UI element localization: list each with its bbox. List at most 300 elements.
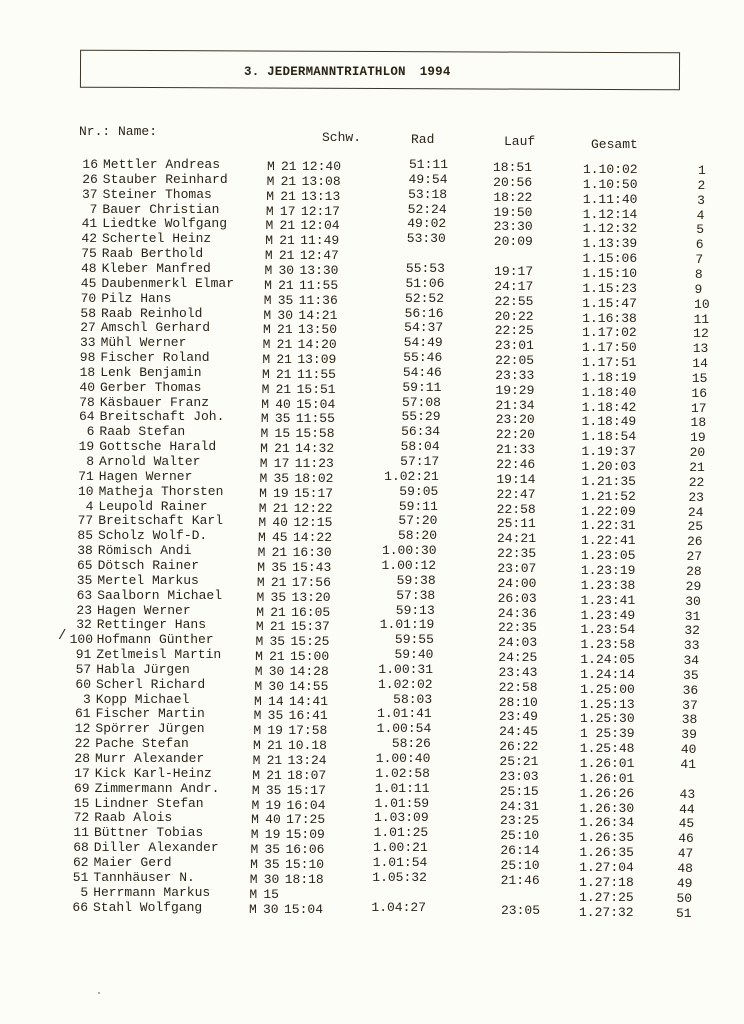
swim-time: 13:30 (299, 262, 339, 278)
total-time: 1.23:49 (580, 607, 636, 623)
place: 5 (696, 222, 705, 238)
total-time: 1.27:25 (579, 889, 634, 905)
swim-time: 12:40 (302, 159, 342, 174)
start-number: 11 (73, 825, 89, 841)
athlete-name: Gottsche Harald (99, 439, 217, 455)
sex: M (265, 218, 274, 234)
swim-time: 12:15 (293, 515, 333, 531)
run-time: 25:10 (500, 828, 540, 844)
place: 1 (698, 163, 706, 178)
start-number: 70 (80, 290, 97, 306)
bike-time: 54:37 (404, 320, 444, 336)
swim-time: 15:25 (290, 634, 330, 650)
run-time: 23:20 (495, 412, 535, 428)
bike-time: 55:29 (401, 409, 441, 425)
run-time: 22:58 (496, 501, 536, 517)
age-class: 35 (271, 559, 287, 575)
age-class: 21 (278, 248, 295, 264)
place: 19 (690, 430, 706, 446)
bike-time: 52:24 (407, 201, 447, 217)
swim-time: 13:13 (301, 188, 341, 204)
place: 11 (693, 311, 710, 327)
start-number: 32 (76, 617, 92, 633)
result-row (0, 691, 744, 713)
sex: M (250, 827, 259, 843)
bike-time: 51:11 (408, 157, 448, 172)
run-time: 24:03 (498, 635, 538, 651)
bike-time: 57:20 (398, 513, 438, 529)
place: 2 (697, 177, 706, 193)
sex: M (261, 381, 270, 397)
place: 34 (683, 653, 700, 669)
swim-time: 12:22 (293, 500, 333, 516)
total-time: 1.17:02 (582, 325, 637, 341)
run-time: 24:36 (497, 605, 537, 621)
swim-time: 14:41 (289, 693, 329, 709)
athlete-name: Zetlmeisl Martin (96, 647, 222, 663)
total-time: 1.13:39 (582, 236, 638, 252)
run-time: 22:35 (497, 546, 537, 562)
start-number: 51 (72, 869, 89, 885)
sex: M (260, 411, 269, 427)
place: 23 (688, 489, 704, 505)
total-time: 1.22:41 (581, 533, 636, 549)
run-time: 24:45 (499, 724, 539, 740)
athlete-name: Herrmann Markus (93, 884, 211, 900)
age-class: 30 (278, 262, 295, 278)
age-class: 21 (279, 233, 295, 249)
place: 16 (691, 385, 707, 401)
total-time: 1.26:35 (579, 845, 634, 861)
sex: M (260, 426, 269, 442)
run-time: 24:25 (498, 650, 538, 666)
result-row (0, 157, 744, 178)
swim-time: 15:58 (295, 426, 335, 442)
swim-time: 11:36 (298, 292, 338, 308)
place: 21 (689, 460, 705, 475)
athlete-name: Murr Alexander (95, 751, 205, 766)
run-time: 19:29 (495, 382, 535, 398)
total-time: 1.18:42 (581, 399, 637, 415)
bike-time: 1.01:25 (373, 825, 429, 841)
run-time: 18:51 (493, 160, 533, 175)
athlete-name: Fischer Martin (95, 706, 205, 722)
total-time: 1.15:47 (582, 295, 637, 311)
swim-time: 13:09 (297, 352, 337, 368)
total-time: 1.12:32 (582, 221, 638, 237)
age-class: 14 (268, 693, 284, 709)
swim-time: 14:32 (295, 441, 335, 457)
sex: M (258, 515, 267, 531)
total-time: 1.26:26 (579, 785, 635, 801)
athlete-name: Arnold Walter (99, 454, 201, 469)
result-row (0, 216, 744, 238)
swim-time: 11:49 (300, 233, 340, 249)
sex: M (262, 337, 271, 353)
place: 48 (677, 860, 693, 876)
title-year: 1994 (419, 65, 451, 79)
athlete-name: Liedtke Wolfgang (102, 216, 228, 232)
sex: M (259, 485, 267, 501)
start-number: 100 (69, 632, 93, 648)
total-time: 1.23:58 (580, 637, 636, 653)
sex: M (255, 634, 264, 650)
result-row (0, 171, 744, 193)
swim-time: 16:06 (285, 842, 325, 858)
place: 8 (694, 266, 703, 282)
bike-time: 1.01:19 (379, 617, 435, 633)
result-row (0, 498, 744, 520)
result-row (0, 424, 744, 446)
start-number: 61 (74, 706, 91, 722)
result-row (0, 810, 744, 832)
athlete-name: Fischer Roland (100, 350, 210, 366)
total-time: 1 25:39 (579, 726, 635, 742)
sex: M (256, 574, 265, 590)
age-class: 40 (265, 812, 281, 828)
title-label: 3. JEDERMANNTRIATHLON (244, 65, 406, 79)
run-time: 21:33 (496, 442, 536, 458)
bike-time: 51:06 (405, 275, 445, 291)
athlete-name: Hagen Werner (97, 602, 191, 618)
bike-time: 1.02:21 (384, 468, 439, 484)
bike-time: 52:52 (405, 290, 445, 306)
total-time: 1.15:23 (582, 280, 637, 296)
bike-time: 59:05 (399, 483, 439, 499)
age-class: 21 (269, 649, 285, 665)
swim-time: 13:24 (287, 753, 327, 768)
start-number: 18 (79, 364, 96, 380)
start-number: 60 (75, 676, 91, 692)
place: 50 (676, 890, 693, 906)
run-time: 23:05 (501, 902, 541, 918)
run-time: 19:14 (496, 471, 536, 487)
total-time: 1.18:19 (581, 369, 637, 385)
bike-time: 55:46 (403, 350, 443, 366)
result-row (0, 320, 744, 342)
swim-time: 18:18 (284, 871, 324, 887)
place: 15 (691, 370, 708, 386)
place: 46 (678, 831, 694, 847)
place: 3 (697, 192, 705, 208)
bike-time: 55:53 (405, 260, 445, 276)
start-number: 17 (74, 765, 90, 781)
age-class: 35 (273, 470, 290, 486)
athlete-name: Daubenmerkl Elmar (101, 275, 235, 291)
run-time: 21:34 (495, 397, 535, 413)
place: 30 (685, 593, 701, 609)
run-time: 24:21 (497, 531, 537, 547)
place: 38 (681, 712, 698, 728)
sex: M (254, 678, 263, 694)
sex: M (255, 649, 263, 665)
result-row (0, 201, 744, 223)
swim-time: 12:47 (299, 248, 339, 264)
total-time: 1.15:06 (582, 251, 638, 267)
bike-time: 1.00:54 (376, 721, 432, 737)
total-time: 1.18:40 (581, 384, 637, 400)
age-class: 21 (276, 352, 292, 368)
athlete-name: Mühl Werner (100, 335, 187, 351)
start-number: 85 (77, 528, 93, 544)
start-number: 42 (81, 231, 97, 247)
bike-time: 1.04:27 (371, 899, 426, 915)
age-class: 35 (265, 782, 282, 798)
athlete-name: Kopp Michael (95, 691, 190, 707)
run-time: 22:25 (494, 323, 534, 339)
athlete-name: Gerber Thomas (100, 379, 202, 395)
swim-time: 11:55 (299, 277, 339, 293)
bike-time: 59:13 (395, 602, 435, 618)
athlete-name: Tannhäuser N. (93, 869, 195, 885)
run-time: 24:00 (497, 575, 537, 591)
run-time: 23:49 (498, 709, 538, 725)
total-time: 1.26:35 (579, 830, 634, 846)
place: 44 (679, 801, 695, 817)
run-time: 26:14 (500, 843, 540, 859)
result-row (0, 290, 744, 312)
age-class: 21 (270, 574, 287, 590)
place: 12 (693, 326, 709, 342)
start-number: 7 (89, 201, 98, 217)
start-number: 4 (85, 498, 94, 514)
start-number: 12 (74, 721, 91, 737)
sex: M (252, 753, 261, 768)
start-number: 58 (80, 305, 96, 321)
start-number: 5 (80, 884, 89, 900)
swim-time: 11:55 (296, 366, 336, 382)
start-number: 37 (81, 186, 98, 202)
start-number: 16 (82, 157, 98, 172)
run-time: 26:22 (499, 739, 539, 755)
sex: M (259, 456, 268, 471)
result-row (0, 513, 744, 535)
athlete-name: Stauber Reinhard (102, 171, 228, 187)
run-time: 23:33 (495, 367, 535, 383)
start-number: 28 (74, 751, 90, 766)
place: 24 (687, 504, 704, 520)
result-row (0, 186, 744, 208)
athlete-name: Hagen Werner (98, 468, 193, 484)
sex: M (257, 559, 266, 575)
bike-time: 1.01:54 (372, 854, 428, 870)
swim-time: 12:04 (300, 218, 340, 234)
swim-time: 12:17 (300, 203, 340, 219)
athlete-name: Raab Alois (94, 810, 173, 826)
bike-time: 59:11 (398, 498, 438, 514)
start-number: 75 (81, 246, 97, 262)
run-time: 22:46 (496, 457, 536, 472)
athlete-name: Zimmermann Andr. (94, 780, 220, 796)
bike-time: 1.01:11 (374, 780, 430, 796)
age-class: 40 (272, 515, 288, 531)
result-row (0, 394, 744, 416)
place: 17 (690, 400, 707, 416)
total-time: 1.22:09 (581, 503, 636, 519)
swim-time: 15:17 (294, 485, 334, 501)
sex: M (249, 886, 258, 902)
swim-time: 17:58 (288, 723, 328, 739)
sex: M (263, 307, 272, 323)
total-time: 1.27:32 (579, 904, 634, 920)
place: 45 (678, 816, 695, 832)
total-time: 1.23:38 (580, 577, 636, 593)
run-time: 23:25 (500, 813, 540, 829)
bike-time: 58:03 (393, 691, 433, 707)
sex: M (263, 292, 272, 308)
athlete-name: Amschl Gerhard (100, 320, 211, 336)
sex: M (264, 262, 273, 278)
swim-time: 13:50 (298, 322, 338, 338)
run-time: 21:46 (500, 872, 540, 888)
run-time: 20:22 (494, 308, 534, 324)
total-time: 1.23:41 (580, 592, 636, 608)
athlete-name: Rettinger Hans (96, 617, 207, 633)
header-nr-name: Nr.: Name: (79, 124, 158, 139)
age-class: 21 (278, 277, 294, 293)
total-time: 1.10:50 (582, 176, 638, 192)
total-time: 1.17:50 (582, 340, 637, 356)
swim-time: 15:04 (284, 901, 324, 917)
run-time: 24:17 (494, 278, 534, 294)
result-row (0, 617, 744, 639)
scan-speck (98, 992, 100, 994)
start-number: 69 (73, 780, 90, 796)
athlete-name: Steiner Thomas (102, 186, 212, 202)
start-number: 10 (77, 483, 94, 499)
start-number: 78 (79, 394, 95, 410)
result-row (0, 751, 744, 772)
swim-time: 14:21 (298, 307, 338, 323)
run-time: 22:05 (495, 353, 535, 369)
run-time: 26:03 (497, 590, 537, 606)
total-time: 1.24:05 (580, 652, 635, 668)
age-class: 21 (280, 173, 297, 189)
swim-time: 15:00 (290, 649, 330, 665)
swim-time: 15:43 (292, 559, 332, 575)
result-row (0, 661, 744, 683)
header-run: Lauf (504, 134, 536, 149)
start-number: 71 (78, 468, 94, 484)
bike-time: 49:54 (408, 171, 448, 187)
sex: M (265, 203, 274, 219)
run-time: 24:31 (499, 798, 539, 814)
start-number: 45 (80, 275, 97, 291)
run-time: 23:03 (499, 768, 539, 784)
start-number: 68 (73, 840, 89, 856)
age-class: 17 (279, 203, 296, 219)
bike-time: 57:17 (400, 454, 440, 469)
run-time: 22:20 (495, 427, 535, 443)
place: 35 (683, 667, 699, 683)
sex: M (260, 441, 268, 457)
athlete-name: Diller Alexander (93, 840, 219, 856)
result-row (0, 721, 744, 743)
start-number: 6 (86, 424, 95, 440)
sex: M (267, 159, 275, 174)
swim-time: 14:28 (289, 663, 329, 679)
total-time: 1.10:02 (583, 162, 638, 177)
sex: M (264, 248, 273, 264)
result-row (0, 305, 744, 327)
place: 9 (694, 281, 703, 297)
bike-time: 53:18 (408, 186, 448, 202)
athlete-name: Breitschaft Joh. (99, 409, 225, 425)
result-row (0, 676, 744, 698)
bike-time: 59:55 (394, 632, 434, 648)
bike-time: 49:02 (407, 216, 447, 232)
bike-time: 59:11 (402, 379, 442, 395)
result-row (0, 454, 744, 475)
athlete-name: Bauer Christian (102, 201, 220, 217)
total-time: 1.23:54 (580, 622, 636, 638)
athlete-name: Hofmann Günther (96, 632, 214, 648)
run-time: 25:11 (496, 516, 536, 532)
run-time: 19:50 (493, 204, 533, 220)
age-class: 35 (264, 842, 281, 858)
total-time: 1.18:49 (581, 414, 637, 430)
run-time: 18:22 (493, 189, 533, 205)
place: 4 (696, 207, 705, 223)
bike-time: 1.00:30 (381, 543, 437, 559)
total-time: 1.23:19 (580, 562, 636, 578)
place: 36 (682, 682, 699, 698)
place: 49 (676, 875, 693, 891)
result-row (0, 572, 744, 594)
sex: M (253, 708, 262, 724)
swim-time: 13:20 (291, 589, 331, 605)
place: 13 (692, 341, 709, 357)
run-time: 25:15 (499, 783, 539, 799)
bike-time: 1.02:58 (375, 765, 430, 781)
sex: M (255, 619, 264, 635)
age-class: 35 (269, 634, 286, 650)
result-row (0, 260, 744, 282)
bike-time: 59:40 (394, 647, 434, 663)
age-class: 19 (265, 797, 282, 813)
start-number: 66 (72, 899, 88, 915)
total-time: 1.25:13 (580, 696, 635, 712)
place: 40 (680, 742, 697, 758)
sex: M (256, 604, 264, 620)
athlete-name: Kleber Manfred (101, 260, 211, 276)
age-class: 30 (263, 901, 279, 917)
handwritten-mark: / (58, 628, 67, 644)
place: 41 (680, 757, 696, 772)
age-class: 21 (271, 545, 288, 561)
swim-time: 14:20 (297, 337, 337, 353)
bike-time: 59:38 (396, 572, 436, 588)
header-swim: Schw. (322, 130, 362, 145)
swim-time: 11:55 (295, 411, 335, 427)
sex: M (265, 233, 273, 249)
swim-time: 15:04 (296, 396, 336, 412)
bike-time: 54:49 (403, 335, 443, 351)
start-number: 48 (80, 260, 97, 276)
place: 20 (689, 445, 706, 461)
run-time: 22:35 (497, 620, 537, 636)
total-time: 1.26:01 (579, 756, 635, 771)
total-time: 1.24:14 (580, 666, 635, 682)
bike-time: 1.00:40 (375, 751, 431, 766)
athlete-name: Scholz Wolf-D. (98, 528, 208, 544)
age-class: 21 (275, 366, 292, 382)
start-number: 26 (82, 171, 98, 187)
start-number: 77 (77, 513, 94, 529)
place: 29 (685, 578, 702, 594)
result-row (0, 884, 744, 906)
age-class: 21 (272, 500, 289, 516)
